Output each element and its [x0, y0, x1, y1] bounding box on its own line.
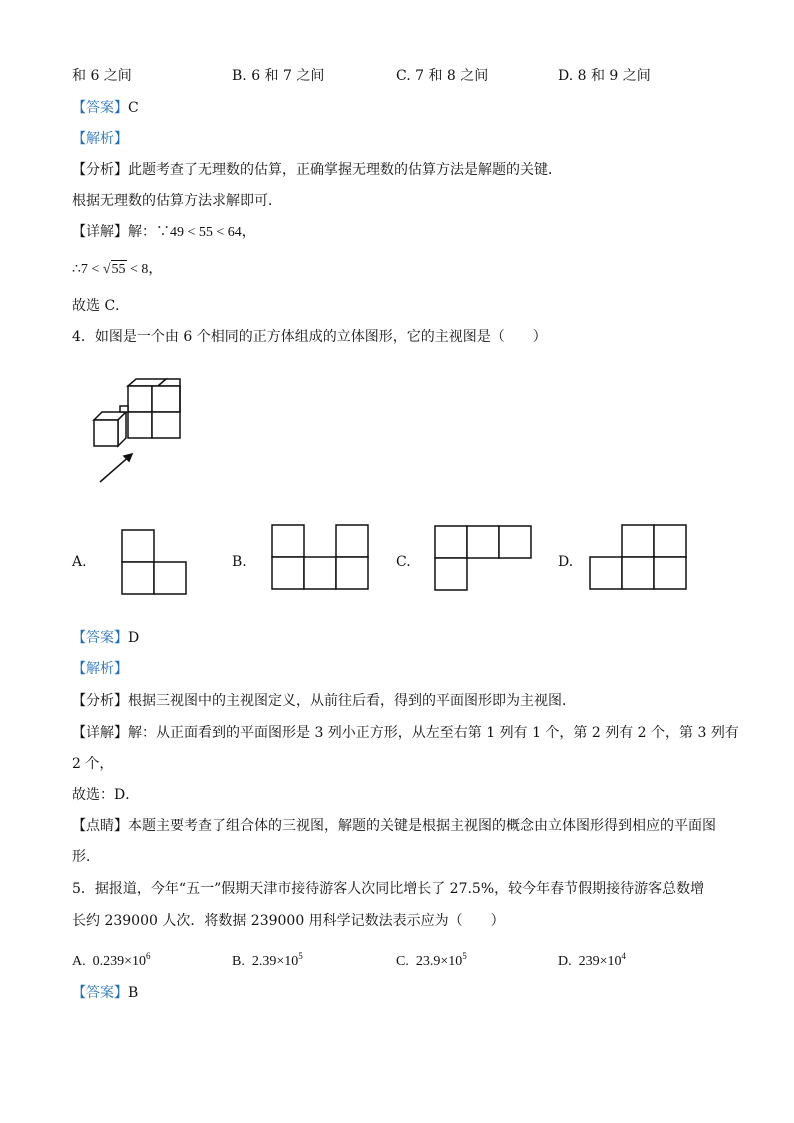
dianjing-text: 本题主要考查了组合体的三视图，解题的关键是根据主视图的概念由立体图形得到相应的平面图 — [128, 818, 716, 834]
xiangjie-text: 解：∵49 < 55 < 64， — [128, 225, 256, 240]
option-coef: 239×10 — [578, 954, 622, 969]
square — [435, 526, 467, 558]
q4-option-d-label: D. — [558, 554, 574, 570]
q3-option-d: D. 8 和 9 之间 — [558, 68, 651, 84]
dianjing-tag: 【点睛】 — [72, 818, 128, 834]
q3-jiexi-line — [72, 129, 128, 149]
q3-fenxi-line — [72, 160, 562, 180]
xiangjie-text: 解：从正面看到的平面图形是 3 列小正方形，从左至右第 1 列有 1 个，第 2 列有 2 个，第 3 列有 — [128, 725, 739, 741]
answer-tag: 【答案】 — [72, 630, 128, 646]
fenxi-text: 此题考查了无理数的估算，正确掌握无理数的估算方法是解题的关键． — [128, 162, 562, 178]
square — [590, 557, 622, 589]
q5-question-line-1: 5．据报道，今年“五一”假期天津市接待游客人次同比增长了 27.5%，较今年春节假期接待游客总数增 — [72, 881, 705, 897]
q4-xiangjie-line-1 — [72, 723, 739, 743]
q3-option-b: B. 6 和 7 之间 — [232, 68, 325, 84]
q4-fenxi-line — [72, 691, 576, 711]
q5-option-a — [72, 946, 151, 972]
q3-method-line: 根据无理数的估算方法求解即可． — [72, 193, 282, 209]
answer-value: C — [128, 100, 139, 116]
option-exp: 5 — [298, 951, 303, 961]
option-exp: 5 — [462, 951, 467, 961]
square — [122, 530, 154, 562]
square — [336, 557, 368, 589]
q3-conclusion-line: 故选 C． — [72, 298, 130, 314]
q4-answer-line — [72, 628, 139, 648]
q4-option-a-figure — [120, 528, 190, 598]
q5-option-d — [558, 946, 626, 972]
q4-jiexi-line — [72, 659, 128, 679]
q4-option-d-figure — [588, 523, 692, 593]
q4-option-b-label: B. — [232, 554, 247, 570]
therefore-left: ∴7 < — [72, 262, 100, 277]
sqrt-radicand: 55 — [111, 262, 126, 277]
square — [122, 562, 154, 594]
square — [304, 557, 336, 589]
option-coef: 0.239×10 — [92, 954, 147, 969]
square — [435, 558, 467, 590]
option-exp: 4 — [621, 951, 627, 961]
q5-option-b — [232, 946, 303, 972]
answer-value: D — [128, 630, 140, 646]
option-coef: 2.39×10 — [251, 954, 299, 969]
q4-option-b-figure — [270, 523, 374, 593]
square — [154, 562, 186, 594]
square — [499, 526, 531, 558]
square — [622, 525, 654, 557]
cube-front-face — [94, 420, 118, 446]
cube-front-face — [128, 412, 152, 438]
square — [654, 557, 686, 589]
option-coef: 23.9×10 — [415, 954, 463, 969]
q4-question: 4．如图是一个由 6 个相同的正方体组成的立体图形，它的主视图是（ ） — [72, 329, 547, 345]
fenxi-tag: 【分析】 — [72, 693, 128, 709]
q5-option-c — [396, 946, 467, 972]
q3-option-a-tail: 和 6 之间 — [72, 68, 132, 84]
therefore-right: < 8， — [130, 262, 163, 277]
q5-question-line-2: 长约 239000 人次．将数据 239000 用科学记数法表示应为（ ） — [72, 913, 505, 929]
q3-therefore-line — [72, 260, 162, 280]
sqrt-sign: √ — [102, 262, 111, 277]
q4-option-c-figure — [433, 524, 537, 594]
option-label: B. — [232, 954, 245, 969]
cube-side-face — [120, 406, 128, 412]
option-exp: 6 — [146, 951, 151, 961]
q3-xiangjie-line — [72, 223, 256, 243]
q3-option-c: C. 7 和 8 之间 — [396, 68, 489, 84]
q4-dianjing-line-1 — [72, 816, 716, 836]
cube-front-face — [128, 386, 152, 412]
jiexi-tag: 【解析】 — [72, 131, 128, 147]
q4-conclusion-line: 故选：D． — [72, 787, 140, 803]
xiangjie-tag: 【详解】 — [72, 225, 128, 240]
square — [467, 526, 499, 558]
fenxi-text: 根据三视图中的主视图定义，从前往后看，得到的平面图形即为主视图． — [128, 693, 576, 709]
cube-front-face — [152, 386, 180, 412]
q4-3d-figure — [88, 372, 218, 492]
jiexi-tag: 【解析】 — [72, 661, 128, 677]
q4-option-c-label: C. — [396, 554, 411, 570]
square — [272, 525, 304, 557]
option-label: D. — [558, 954, 572, 969]
option-label: C. — [396, 954, 409, 969]
q4-option-a-label: A. — [72, 554, 87, 570]
xiangjie-tag: 【详解】 — [72, 725, 128, 741]
q5-answer-line — [72, 983, 138, 1003]
answer-tag: 【答案】 — [72, 985, 128, 1001]
square — [336, 525, 368, 557]
square — [654, 525, 686, 557]
answer-value: B — [128, 985, 139, 1001]
fenxi-tag: 【分析】 — [72, 162, 128, 178]
square — [622, 557, 654, 589]
q3-answer-line — [72, 98, 139, 118]
answer-tag: 【答案】 — [72, 100, 128, 116]
option-label: A. — [72, 954, 86, 969]
q4-dianjing-line-2: 形． — [72, 849, 100, 865]
cube-front-face — [152, 412, 180, 438]
q4-xiangjie-line-2: 2 个， — [72, 756, 114, 772]
square — [272, 557, 304, 589]
